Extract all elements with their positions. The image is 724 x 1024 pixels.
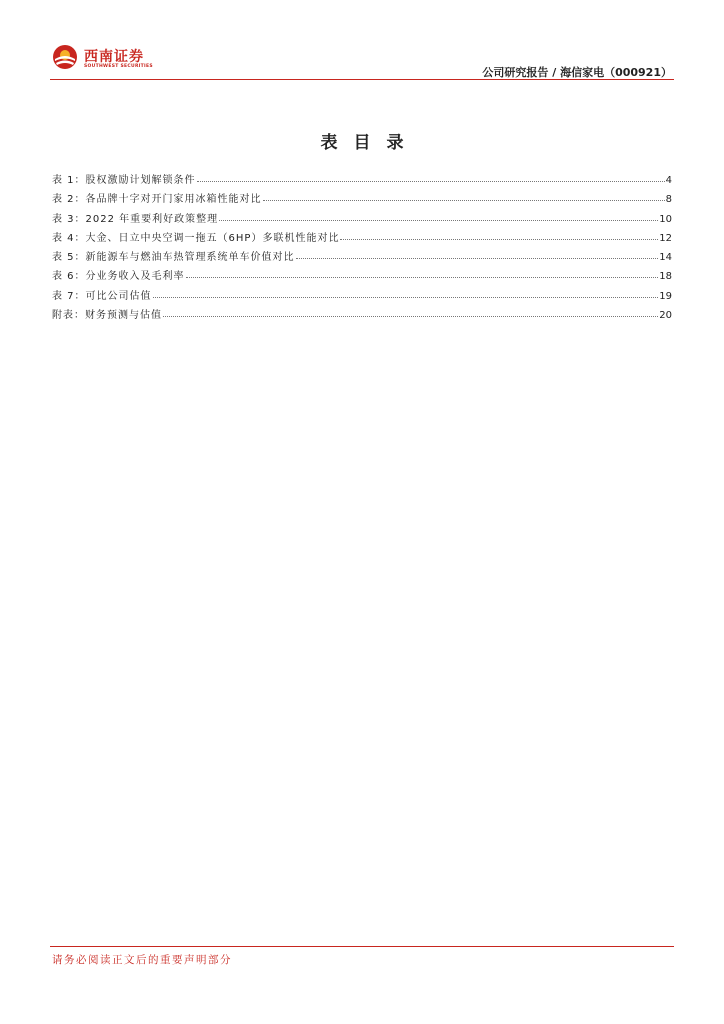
toc-leader-dots xyxy=(153,290,659,298)
toc-entry-page: 12 xyxy=(659,232,672,244)
toc-entry-label: 附表：财务预测与估值 xyxy=(52,310,162,322)
header-divider xyxy=(50,79,674,80)
toc-entry[interactable] xyxy=(52,306,672,325)
toc-entry-page: 8 xyxy=(665,194,672,206)
toc-entry-label: 表 7：可比公司估值 xyxy=(52,290,152,302)
toc-entry-label: 表 4：大金、日立中央空调一拖五（6HP）多联机性能对比 xyxy=(52,232,340,244)
toc-entry-page: 18 xyxy=(659,271,672,283)
toc-leader-dots xyxy=(186,270,659,278)
page-title: 表目录 xyxy=(320,133,420,153)
table-of-contents xyxy=(52,171,672,325)
logo-english-text: SOUTHWEST SECURITIES xyxy=(84,64,153,69)
toc-entry-label: 表 5：新能源车与燃油车热管理系统单车价值对比 xyxy=(52,252,295,264)
toc-entry-label: 表 2：各品牌十字对开门家用冰箱性能对比 xyxy=(52,194,262,206)
toc-leader-dots xyxy=(163,309,658,317)
toc-leader-dots xyxy=(340,232,658,240)
report-header-title: 公司研究报告 / 海信家电（000921） xyxy=(482,66,672,79)
toc-leader-dots xyxy=(197,174,665,182)
toc-entry[interactable] xyxy=(52,229,672,248)
toc-entry[interactable] xyxy=(52,190,672,209)
toc-entry-page: 4 xyxy=(665,175,672,186)
toc-entry-label: 表 3：2022 年重要利好政策整理 xyxy=(52,213,219,225)
toc-leader-dots xyxy=(219,213,658,221)
footer-divider xyxy=(50,946,674,947)
toc-entry-label: 表 6：分业务收入及毛利率 xyxy=(52,271,185,283)
toc-entry-label: 表 1：股权激励计划解锁条件 xyxy=(52,175,196,186)
toc-entry[interactable] xyxy=(52,287,672,306)
toc-entry-page: 20 xyxy=(659,310,672,322)
company-logo xyxy=(52,44,162,74)
logo-chinese-text: 西南证券 xyxy=(84,49,144,65)
toc-entry-page: 10 xyxy=(659,213,672,225)
toc-entry[interactable] xyxy=(52,267,672,286)
toc-entry[interactable] xyxy=(52,248,672,267)
toc-entry[interactable] xyxy=(52,210,672,229)
toc-leader-dots xyxy=(263,193,665,201)
toc-entry-page: 19 xyxy=(659,290,672,302)
toc-entry[interactable] xyxy=(52,171,672,190)
toc-leader-dots xyxy=(296,251,659,259)
footer-notice: 请务必阅读正文后的重要声明部分 xyxy=(52,954,232,966)
toc-entry-page: 14 xyxy=(659,252,672,264)
logo-sun-icon xyxy=(52,44,78,70)
